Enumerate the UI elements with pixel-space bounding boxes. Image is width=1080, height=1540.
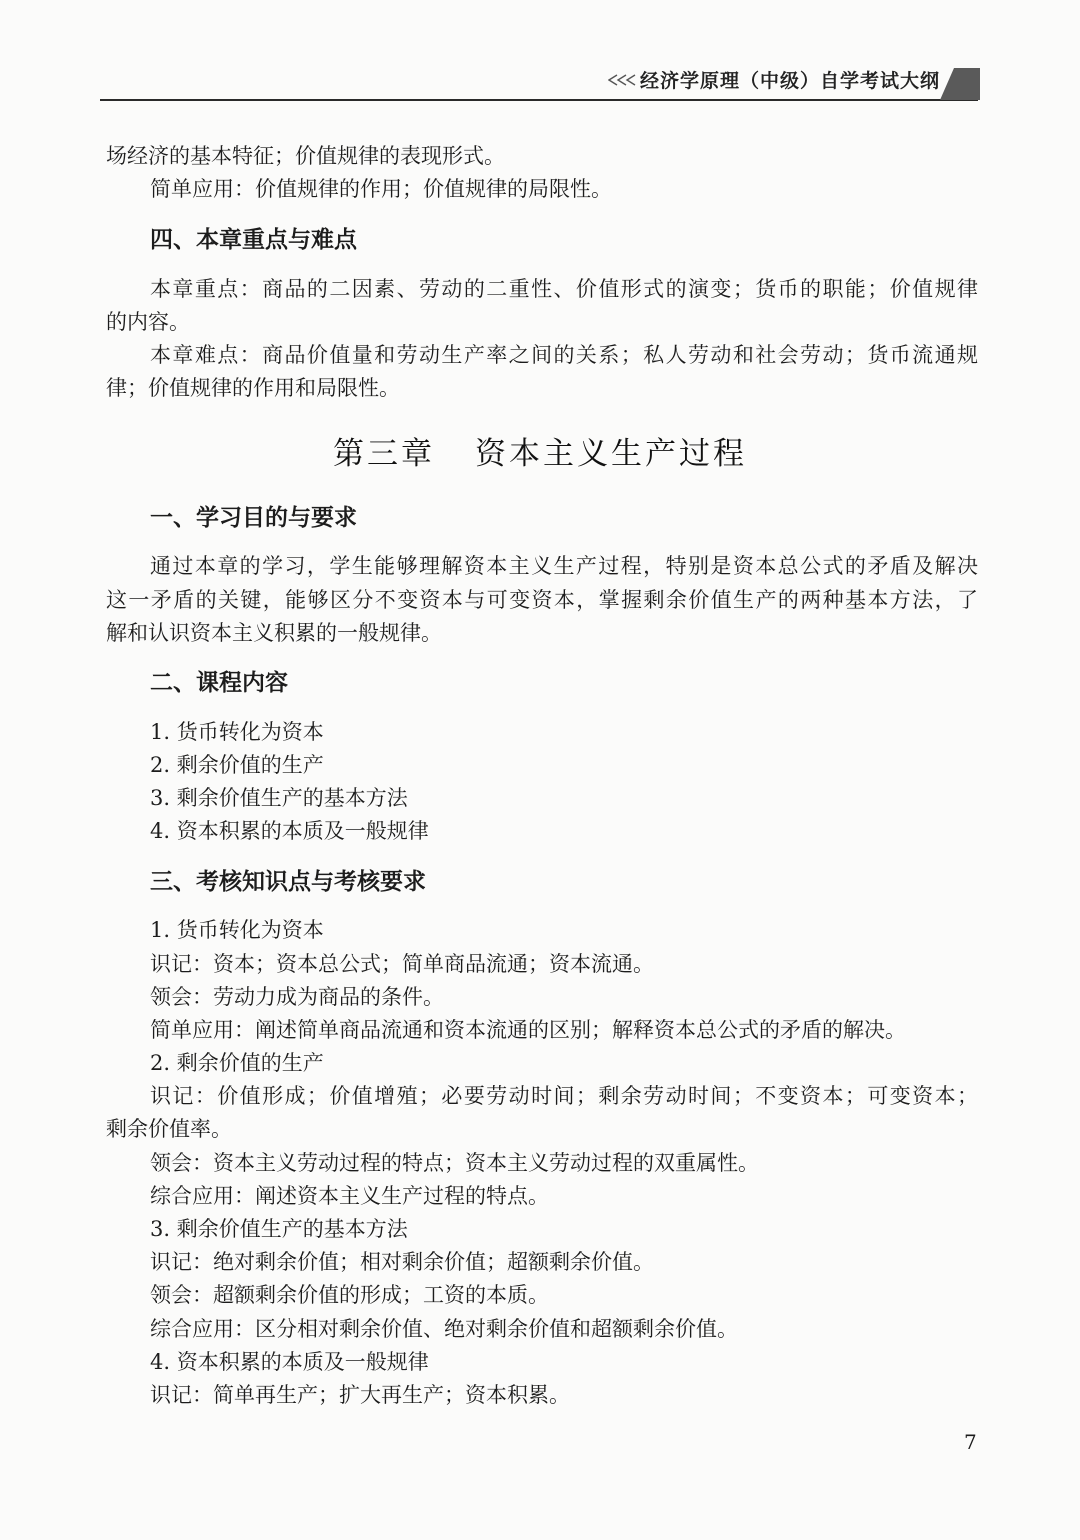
body-line: 解和认识资本主义积累的一般规律。 bbox=[106, 621, 442, 645]
body-line: 领会：超额剩余价值的形成；工资的本质。 bbox=[150, 1283, 549, 1307]
section-heading: 三、考核知识点与考核要求 bbox=[150, 869, 426, 895]
body-line: 律；价值规律的作用和局限性。 bbox=[106, 376, 400, 400]
body-line: 本章重点：商品的二因素、劳动的二重性、价值形式的演变；货币的职能；价值规律 bbox=[150, 277, 978, 301]
chapter-number: 第三章 bbox=[333, 436, 435, 472]
section-heading: 四、本章重点与难点 bbox=[150, 227, 357, 253]
body-line: 场经济的基本特征；价值规律的表现形式。 bbox=[106, 144, 505, 168]
body-line: 简单应用：价值规律的作用；价值规律的局限性。 bbox=[150, 177, 612, 201]
body-line: 剩余价值率。 bbox=[106, 1117, 232, 1141]
body-line: 这一矛盾的关键，能够区分不变资本与可变资本，掌握剩余价值生产的两种基本方法，了 bbox=[106, 588, 978, 612]
page-number: 7 bbox=[964, 1430, 977, 1454]
body-line: 本章难点：商品价值量和劳动生产率之间的关系；私人劳动和社会劳动；货币流通规 bbox=[150, 343, 978, 367]
body-line: 简单应用：阐述简单商品流通和资本流通的区别；解释资本总公式的矛盾的解决。 bbox=[150, 1018, 906, 1042]
book-title: 经济学原理（中级）自学考试大纲 bbox=[639, 70, 940, 92]
subsection-title: 4. 资本积累的本质及一般规律 bbox=[150, 1350, 429, 1374]
section-heading: 一、学习目的与要求 bbox=[150, 505, 357, 531]
list-item: 2. 剩余价值的生产 bbox=[150, 753, 324, 777]
corner-tab-icon bbox=[940, 68, 980, 102]
header-divider bbox=[100, 99, 978, 101]
body-line: 综合应用：区分相对剩余价值、绝对剩余价值和超额剩余价值。 bbox=[150, 1317, 738, 1341]
body-line: 识记：绝对剩余价值；相对剩余价值；超额剩余价值。 bbox=[150, 1250, 654, 1274]
chapter-name: 资本主义生产过程 bbox=[475, 436, 747, 472]
triple-arrow-icon bbox=[608, 74, 638, 86]
list-item: 1. 货币转化为资本 bbox=[150, 720, 324, 744]
body-line: 综合应用：阐述资本主义生产过程的特点。 bbox=[150, 1184, 549, 1208]
body-line: 领会：资本主义劳动过程的特点；资本主义劳动过程的双重属性。 bbox=[150, 1151, 759, 1175]
section-heading: 二、课程内容 bbox=[150, 670, 288, 696]
subsection-title: 3. 剩余价值生产的基本方法 bbox=[150, 1217, 408, 1241]
body-line: 识记：简单再生产；扩大再生产；资本积累。 bbox=[150, 1383, 570, 1407]
chapter-title bbox=[0, 434, 1080, 474]
body-line: 识记：资本；资本总公式；简单商品流通；资本流通。 bbox=[150, 952, 654, 976]
subsection-title: 2. 剩余价值的生产 bbox=[150, 1051, 324, 1075]
body-line: 领会：劳动力成为商品的条件。 bbox=[150, 985, 444, 1009]
running-header bbox=[0, 0, 1080, 110]
list-item: 4. 资本积累的本质及一般规律 bbox=[150, 819, 429, 843]
body-line: 的内容。 bbox=[106, 310, 190, 334]
body-line: 通过本章的学习，学生能够理解资本主义生产过程，特别是资本总公式的矛盾及解决 bbox=[150, 554, 978, 578]
list-item: 3. 剩余价值生产的基本方法 bbox=[150, 786, 408, 810]
body-line: 识记：价值形成；价值增殖；必要劳动时间；剩余劳动时间；不变资本；可变资本； bbox=[150, 1084, 978, 1108]
subsection-title: 1. 货币转化为资本 bbox=[150, 918, 324, 942]
